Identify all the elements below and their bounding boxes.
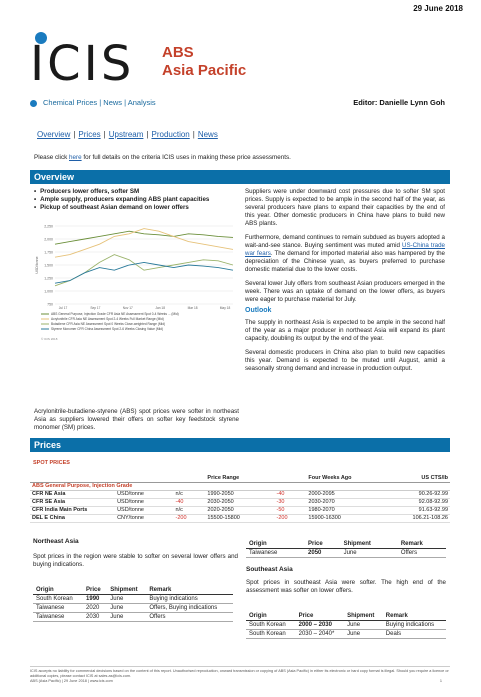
subline-dot-icon [30, 100, 37, 107]
cell-shipment: June [341, 549, 398, 558]
price-chart [33, 222, 239, 344]
cell-change-4w: -200 [275, 514, 307, 522]
table-row [30, 514, 450, 522]
cell-name: CFR India Main Ports [30, 506, 115, 514]
cell-price: 2000 – 2030 [296, 621, 344, 630]
outlook-heading: Outlook [245, 307, 272, 314]
outlook-para-1: The supply in northeast Asia is expected to be ample in the second half of the year as a major producer in northeast Asia will expand its plant capacity, doubling its output by the end of the year. [245, 319, 445, 342]
cell-remark: Deals [383, 630, 446, 639]
col-origin: Origin [33, 586, 83, 595]
cell-us: 91.63-92.99 [386, 506, 450, 514]
cell-remark: Buying indications [383, 621, 446, 630]
section-nav: Overview | Prices | Upstream | Production | News [37, 130, 218, 139]
cell-change: -40 [174, 498, 206, 506]
cell-price: 2030 – 2040* [296, 630, 344, 639]
overview-para-2 [245, 234, 445, 274]
col-shipment: Shipment [344, 612, 383, 621]
series-line [55, 255, 233, 286]
price-chart-svg [33, 222, 239, 344]
table-header-row [30, 474, 450, 482]
x-tick-label: Nov 17 [122, 306, 133, 310]
para-2-pre: Furthermore, demand continues to remain subdued as buyers adopted a wait-and-see stance. Buying sentiment was muted amid [245, 234, 445, 249]
cell-shipment: June [107, 613, 146, 622]
cell-price: 1990 [83, 595, 107, 604]
y-tick-label: 2,250 [44, 224, 53, 229]
subline-text: Chemical Prices | News | Analysis [43, 98, 156, 107]
footer-divider [30, 666, 450, 667]
cell-change-4w: -40 [275, 490, 307, 498]
x-tick-label: Jan 18 [155, 306, 165, 310]
col-price-range: Price Range [205, 474, 274, 482]
cell-shipment: June [344, 621, 383, 630]
para-2-post: . The demand for imported material also was hampered by the depreciation of the Chinese yuan, as buyers preferred to purchase domestic material due to the lower costs. [245, 250, 445, 273]
editor-label: Editor: Danielle Lynn Goh [353, 98, 445, 107]
col-blank [30, 474, 115, 482]
nav-upstream[interactable]: Upstream [108, 130, 144, 139]
series-line [55, 231, 233, 244]
cell-shipment: June [107, 595, 146, 604]
col-blank [174, 474, 206, 482]
chart-source: © ICIS 2018 [41, 337, 58, 341]
x-tick-label: Sep 17 [90, 306, 101, 310]
y-tick-label: 1,500 [44, 263, 53, 268]
overview-bullet: • Pickup of southeast Asian demand on lower offers [34, 204, 239, 212]
overview-right-column [245, 188, 445, 373]
product-name: ABS [162, 44, 194, 61]
icis-logo: ICIS [30, 36, 135, 92]
criteria-note-pre: Please click [34, 154, 69, 161]
col-us-cts: US CTS/lb [386, 474, 450, 482]
legend-label: Butadiene CFR Asia NE Assessment Spot 0 Weeks Close-weighted Range (Mid) [51, 322, 166, 326]
table-row [33, 604, 233, 613]
region-name: Asia Pacific [162, 62, 247, 79]
col-blank [275, 474, 307, 482]
cell-remark: Offers [146, 613, 233, 622]
col-price: Price [83, 586, 107, 595]
nav-news[interactable]: News [197, 130, 218, 139]
nav-production[interactable]: Production [151, 130, 190, 139]
series-line [55, 229, 233, 258]
nav-prices[interactable]: Prices [78, 130, 101, 139]
cell-remark: Buying indications [146, 595, 233, 604]
cell-name: DEL E China [30, 514, 115, 522]
criteria-link[interactable]: here [69, 154, 82, 161]
legend-label: ABS General Purpose, Injection Grade CFR Asia NE Assessment Spot 0-4 Weeks ... (Mid) [51, 312, 179, 316]
cell-origin: South Korean [33, 595, 83, 604]
table-header-row [246, 540, 446, 549]
cell-name: CFR SE Asia [30, 498, 115, 506]
southeast-table [246, 612, 446, 639]
footer-line-2 [30, 679, 450, 684]
cell-range: 2030-2050 [205, 498, 274, 506]
col-price: Price [305, 540, 341, 549]
outlook-para-2: Several domestic producers in China also plan to build new capacities this year. Demand is expected to be muted until August, amid a seasonally strong demand and increase in production output. [245, 349, 445, 372]
y-tick-label: 1,250 [44, 276, 53, 281]
cell-four-weeks: 1980-2070 [306, 506, 386, 514]
col-blank [115, 474, 173, 482]
col-origin: Origin [246, 540, 305, 549]
legend-label: Styrene Monomer CFR China Assessment Spot 2-6 Weeks Closing Value (Mid) [51, 327, 164, 331]
cell-four-weeks: 2000-2095 [306, 490, 386, 498]
col-origin: Origin [246, 612, 296, 621]
table-row [246, 630, 446, 639]
table-group-row [30, 482, 450, 490]
y-tick-label: 1,000 [44, 289, 53, 294]
northeast-text: Spot prices in the region were stable to softer on several lower offers and buying indications. [33, 553, 238, 568]
table-row [30, 490, 450, 498]
spot-price-table [30, 474, 450, 523]
overview-bullets [34, 188, 239, 212]
cell-range: 2020-2050 [205, 506, 274, 514]
footer [30, 666, 450, 684]
trade-war-link[interactable]: US-China trade war fears [245, 242, 445, 257]
cell-us: 90.26-92.99 [386, 490, 450, 498]
nav-overview[interactable]: Overview [37, 130, 71, 139]
cell-origin: Taiwanese [33, 604, 83, 613]
cell-range: 1990-2050 [205, 490, 274, 498]
overview-para-1: Suppliers were under downward cost pressures due to softer SM spot prices. Supply is expected to be ample in the second half of the year, as several producers have plans to expand their capacities by the end of this year. Other domestic producers in China have plans to build new ABS plants. [245, 188, 445, 227]
table-row [30, 498, 450, 506]
subline [30, 98, 455, 107]
overview-header: Overview [30, 170, 450, 184]
table-header-row [33, 586, 233, 595]
footer-source: ABS (Asia Pacific) | 29 June 2018 | www.icis.com [30, 679, 113, 683]
cell-unit: USD/tonne [115, 498, 173, 506]
cell-unit: USD/tonne [115, 506, 173, 514]
cell-unit: USD/tonne [115, 490, 173, 498]
northeast-heading: Northeast Asia [33, 538, 79, 545]
cell-price: 2050 [305, 549, 341, 558]
table-row [246, 549, 446, 558]
table-row [33, 613, 233, 622]
x-tick-label: Jul 17 [58, 306, 68, 310]
cell-origin: South Korean [246, 621, 296, 630]
cell-us: 106.21-108.26 [386, 514, 450, 522]
y-tick-label: 1,750 [44, 250, 53, 255]
cell-change: n/c [174, 490, 206, 498]
col-price: Price [296, 612, 344, 621]
col-remark: Remark [146, 586, 233, 595]
cell-us: 92.08-92.99 [386, 498, 450, 506]
criteria-note-post: for full details on the criteria ICIS uses in making these price assessments. [81, 154, 291, 161]
col-remark: Remark [398, 540, 446, 549]
cell-remark: Offers [398, 549, 446, 558]
table-header-row [246, 612, 446, 621]
prices-header: Prices [30, 438, 450, 452]
col-shipment: Shipment [107, 586, 146, 595]
col-remark: Remark [383, 612, 446, 621]
x-tick-label: May 18 [219, 306, 231, 310]
footer-disclaimer: ICIS accepts no liability for commercial decisions based on the content of this report. Unauthorised reproduction, onward transmission or copying of ABS (Asia Pacific) in either its electronic or hard copy format is illegal. Should you require a licence or additional copies, please contact ICIS at sales.as@icis.com. [30, 669, 449, 678]
cell-four-weeks: 2030-2070 [306, 498, 386, 506]
cell-shipment: June [107, 604, 146, 613]
cell-change: -200 [174, 514, 206, 522]
cell-name: CFR NE Asia [30, 490, 115, 498]
overview-bullet: • Producers lower offers, softer SM [34, 188, 239, 196]
page-number: 1 [439, 679, 442, 683]
overview-bullet: • Ample supply, producers expanding ABS plant capacities [34, 196, 239, 204]
southeast-text: Spot prices in southeast Asia were softer. The high end of the assessment was softer on lower offers. [246, 579, 446, 594]
group-label: ABS General Purpose, Injection Grade [30, 482, 450, 490]
table-row [33, 595, 233, 604]
cell-change-4w: -30 [275, 498, 307, 506]
series-line [55, 262, 233, 283]
y-axis-label: USD/tonne [35, 256, 39, 274]
cell-origin: Taiwanese [33, 613, 83, 622]
table-row [246, 621, 446, 630]
cell-price: 2030 [83, 613, 107, 622]
cell-range: 15500-15800 [205, 514, 274, 522]
cell-remark: Offers, Buying indications [146, 604, 233, 613]
northeast-table-2 [246, 540, 446, 558]
table-row [30, 506, 450, 514]
col-shipment: Shipment [341, 540, 398, 549]
cell-shipment: June [344, 630, 383, 639]
cell-change: n/c [174, 506, 206, 514]
legend-label: Acrylonitrile CFR Asia NE Assessment Spot 2-4 Weeks Full Market Range (Mid) [51, 317, 164, 321]
cell-unit: CNY/tonne [115, 514, 173, 522]
cell-origin: South Korean [246, 630, 296, 639]
y-tick-label: 750 [47, 302, 53, 307]
col-four-weeks: Four Weeks Ago [306, 474, 386, 482]
y-tick-label: 2,000 [44, 237, 53, 242]
x-tick-label: Mar 18 [187, 306, 198, 310]
overview-caption: Acrylonitrile-butadiene-styrene (ABS) spot prices were softer in northeast Asia as suppliers lowered their offers on softer key feedstock styrene monomer (SM) prices. [34, 408, 239, 431]
northeast-table [33, 586, 233, 622]
cell-origin: Taiwanese [246, 549, 305, 558]
criteria-note [34, 154, 291, 161]
report-title [162, 44, 246, 80]
cell-price: 2020 [83, 604, 107, 613]
cell-four-weeks: 15900-16300 [306, 514, 386, 522]
report-date: 29 June 2018 [413, 4, 463, 13]
overview-para-3: Several lower July offers from southeast Asian producers emerged in the week. There was an uptake of demand on the lower offers, as buyers were eager to purchase material for July. [245, 280, 445, 303]
spot-prices-label: SPOT PRICES [33, 460, 70, 466]
southeast-heading: Southeast Asia [246, 566, 293, 573]
cell-change-4w: -50 [275, 506, 307, 514]
